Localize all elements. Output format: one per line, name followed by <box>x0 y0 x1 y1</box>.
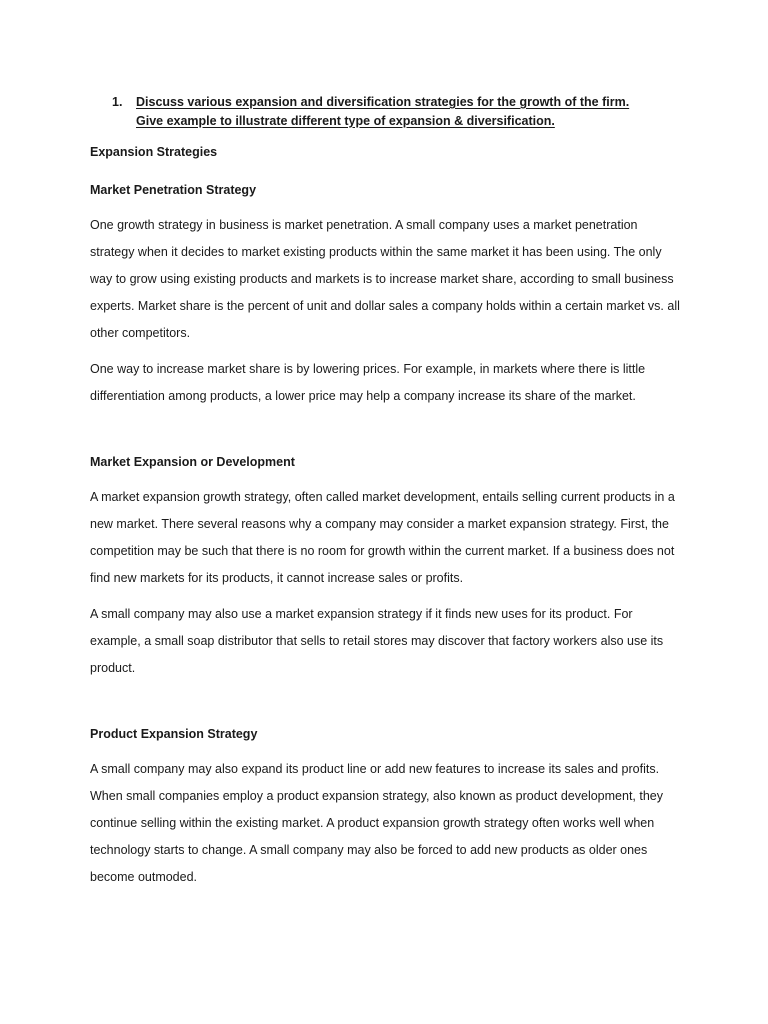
section-heading-expansion-strategies: Expansion Strategies <box>90 145 218 159</box>
paragraph-product-expansion-1: A small company may also expand its product line or add new features to increase its sales and profits. When small companies employ a product expansion strategy, also known as product development, they continue selling within the existing market. A product expansion growth strategy often works well when technology starts to change. A small company may also be forced to add new products as older ones become outmoded. <box>90 762 663 884</box>
question-item <box>112 93 652 131</box>
subheading-market-penetration: Market Penetration Strategy <box>90 183 257 197</box>
subheading-product-expansion: Product Expansion Strategy <box>90 727 258 741</box>
question-number: 1. <box>112 95 123 109</box>
paragraph-market-penetration-1: One growth strategy in business is market penetration. A small company uses a market penetration strategy when it decides to market existing products within the same market it has been using. The only way to grow using existing products and markets is to increase market share, according to small business experts. Market share is the percent of unit and dollar sales a company holds within a certain market vs. all other competitors. <box>90 218 680 340</box>
question-text: Discuss various expansion and diversification strategies for the growth of the firm. Give example to illustrate different type of expansion & diversification. <box>136 95 630 128</box>
paragraph-market-penetration-2: One way to increase market share is by lowering prices. For example, in markets where there is little differentiation among products, a lower price may help a company increase its share of the market. <box>90 362 646 403</box>
paragraph-market-expansion-2: A small company may also use a market expansion strategy if it finds new uses for its product. For example, a small soap distributor that sells to retail stores may discover that factory workers also use its product. <box>90 607 664 675</box>
paragraph-market-expansion-1: A market expansion growth strategy, often called market development, entails selling current products in a new market. There several reasons why a company may consider a market expansion strategy. First, the competition may be such that there is no room for growth within the current market. If a business does not find new markets for its products, it cannot increase sales or profits. <box>90 490 675 585</box>
subheading-market-expansion: Market Expansion or Development <box>90 455 295 469</box>
